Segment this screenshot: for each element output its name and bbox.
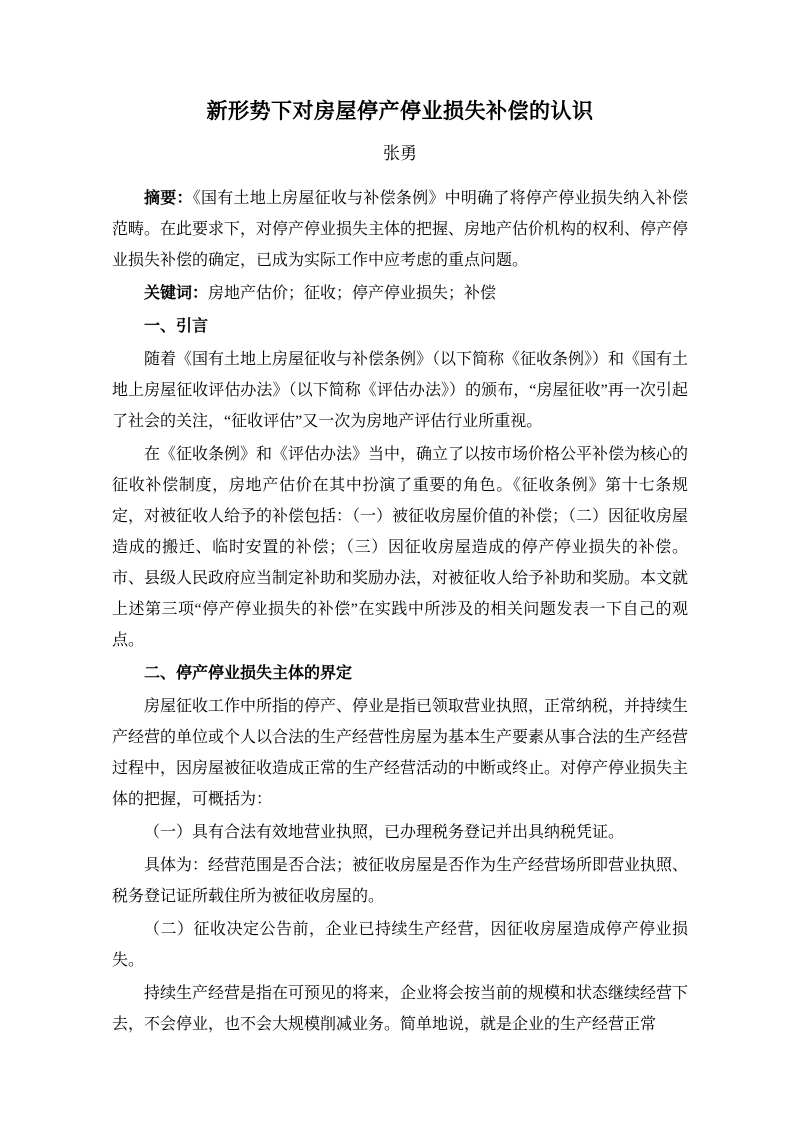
abstract-paragraph bbox=[112, 183, 688, 276]
document-author: 张勇 bbox=[383, 144, 417, 163]
body-paragraph: 随着《国有土地上房屋征收与补偿条例》（以下简称《征收条例》）和《国有土地上房屋征收评估办法》（以下简称《评估办法》）的颁布，“房屋征收”再一次引起了社会的关注，“征收评估”又一次为房地产评估行业所重视。 bbox=[112, 351, 689, 430]
abstract-text: 《国有土地上房屋征收与补偿条例》中明确了将停产停业损失纳入补偿范畴。在此要求下，对停产停业损失主体的把握、房地产估价机构的权利、停产停业损失补偿的确定，已成为实际工作中应考虑的重点问题。 bbox=[112, 190, 689, 269]
document-title: 新形势下对房屋停产停业损失补偿的认识 bbox=[206, 99, 594, 123]
body-paragraph: 持续生产经营是指在可预见的将来，企业将会按当前的规模和状态继续经营下去，不会停业，也不会大规模削减业务。简单地说，就是企业的生产经营正常 bbox=[112, 985, 689, 1033]
body-paragraph: （一）具有合法有效地营业执照，已办理税务登记并出具纳税凭证。 bbox=[144, 824, 625, 841]
body-paragraph: （二）征收决定公告前，企业已持续生产经营，因征收房屋造成停产停业损失。 bbox=[112, 921, 688, 969]
body-paragraph: 在《征收条例》和《评估办法》当中，确立了以按市场价格公平补偿为核心的征收补偿制度，房地产估价在其中扮演了重要的角色。《征收条例》第十七条规定，对被征收人给予的补偿包括：（一）被征收房屋价值的补偿；（二）因征收房屋造成的搬迁、临时安置的补偿；（三）因征收房屋造成的停产停业损失的补偿。市、县级人民政府应当制定补助和奖励办法，对被征收人给予补助和奖励。本文就上述第三项“停产停业损失的补偿”在实践中所涉及的相关问题发表一下自己的观点。 bbox=[112, 446, 689, 649]
abstract-label: 摘要： bbox=[144, 190, 193, 207]
section-heading-loss-subject-definition: 二、停产停业损失主体的界定 bbox=[144, 665, 353, 682]
keywords-label: 关键词： bbox=[144, 285, 209, 302]
section-heading-introduction: 一、引言 bbox=[144, 318, 209, 335]
document-body bbox=[112, 183, 688, 1040]
keywords-text: 房地产估价；征收；停产停业损失；补偿 bbox=[208, 285, 497, 302]
body-paragraph: 房屋征收工作中所指的停产、停业是指已领取营业执照，正常纳税，并持续生产经营的单位或个人以合法的生产经营性房屋为基本生产要素从事合法的生产经营过程中，因房屋被征收造成正常的生产经营活动的中断或终止。对停产停业损失主体的把握，可概括为： bbox=[112, 698, 689, 808]
keywords-paragraph bbox=[112, 278, 688, 309]
body-paragraph: 具体为：经营范围是否合法；被征收房屋是否作为生产经营场所即营业执照、税务登记证所载住所为被征收房屋的。 bbox=[112, 857, 689, 905]
